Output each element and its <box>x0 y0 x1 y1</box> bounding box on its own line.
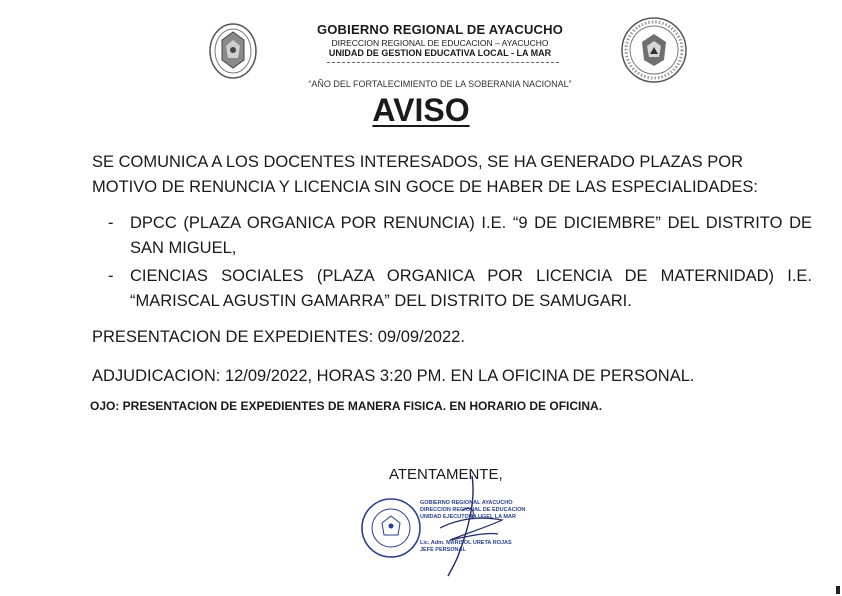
header-unit-name: UNIDAD DE GESTION EDUCATIVA LOCAL - LA MAR <box>328 48 552 58</box>
notice-intro: SE COMUNICA A LOS DOCENTES INTERESADOS, SE HA GENERADO PLAZAS POR MOTIVO DE RENUNCIA Y LICENCIA SIN GOCE DE HABER DE LAS ESPECIALIDADES: <box>92 153 758 196</box>
presentation-date: PRESENTACION DE EXPEDIENTES: 09/09/2022. <box>92 328 465 346</box>
header-direction-name: DIRECCION REGIONAL DE EDUCACION – AYACUCHO <box>331 38 549 48</box>
vacancy-item <box>108 264 812 314</box>
ugel-seal-icon <box>620 16 688 84</box>
stamp-line: DIRECCION REGIONAL DE EDUCACION <box>420 507 526 513</box>
bullet-dash: - <box>108 267 114 285</box>
stamp-signer-role: JEFE PERSONAL <box>420 547 466 553</box>
year-motto: “AÑO DEL FORTALECIMIENTO DE LA SOBERANIA NACIONAL” <box>308 79 572 89</box>
regional-coat-of-arms-icon <box>208 22 258 80</box>
header-divider <box>327 62 559 63</box>
vacancy-item <box>108 211 812 261</box>
header-government-name: GOBIERNO REGIONAL DE AYACUCHO <box>316 22 564 37</box>
bullet-dash: - <box>108 214 114 232</box>
handwritten-signature-icon <box>410 470 520 580</box>
stamp-line: GOBIERNO REGIONAL AYACUCHO <box>420 500 513 506</box>
vacancy-text: CIENCIAS SOCIALES (PLAZA ORGANICA POR LICENCIA DE MATERNIDAD) I.E. “MARISCAL AGUSTIN GAMARRA” DEL DISTRITO DE SAMUGARI. <box>130 267 812 310</box>
vacancy-text: DPCC (PLAZA ORGANICA POR RENUNCIA) I.E. “9 DE DICIEMBRE” DEL DISTRITO DE SAN MIGUEL, <box>130 214 812 257</box>
closing-salutation: ATENTAMENTE, <box>389 466 503 483</box>
stamp-line: UNIDAD EJECUTORA UGEL LA MAR <box>420 514 516 520</box>
stamp-signer-name: Lic. Adm. MARISOL URETA ROJAS <box>420 540 512 546</box>
notice-title: AVISO <box>372 92 470 128</box>
vacancy-list <box>108 211 812 317</box>
scan-edge-mark <box>836 586 840 594</box>
adjudication-date: ADJUDICACION: 12/09/2022, HORAS 3:20 PM. EN LA OFICINA DE PERSONAL. <box>92 367 695 385</box>
note-ojo: OJO: PRESENTACION DE EXPEDIENTES DE MANERA FISICA. EN HORARIO DE OFICINA. <box>90 399 603 413</box>
